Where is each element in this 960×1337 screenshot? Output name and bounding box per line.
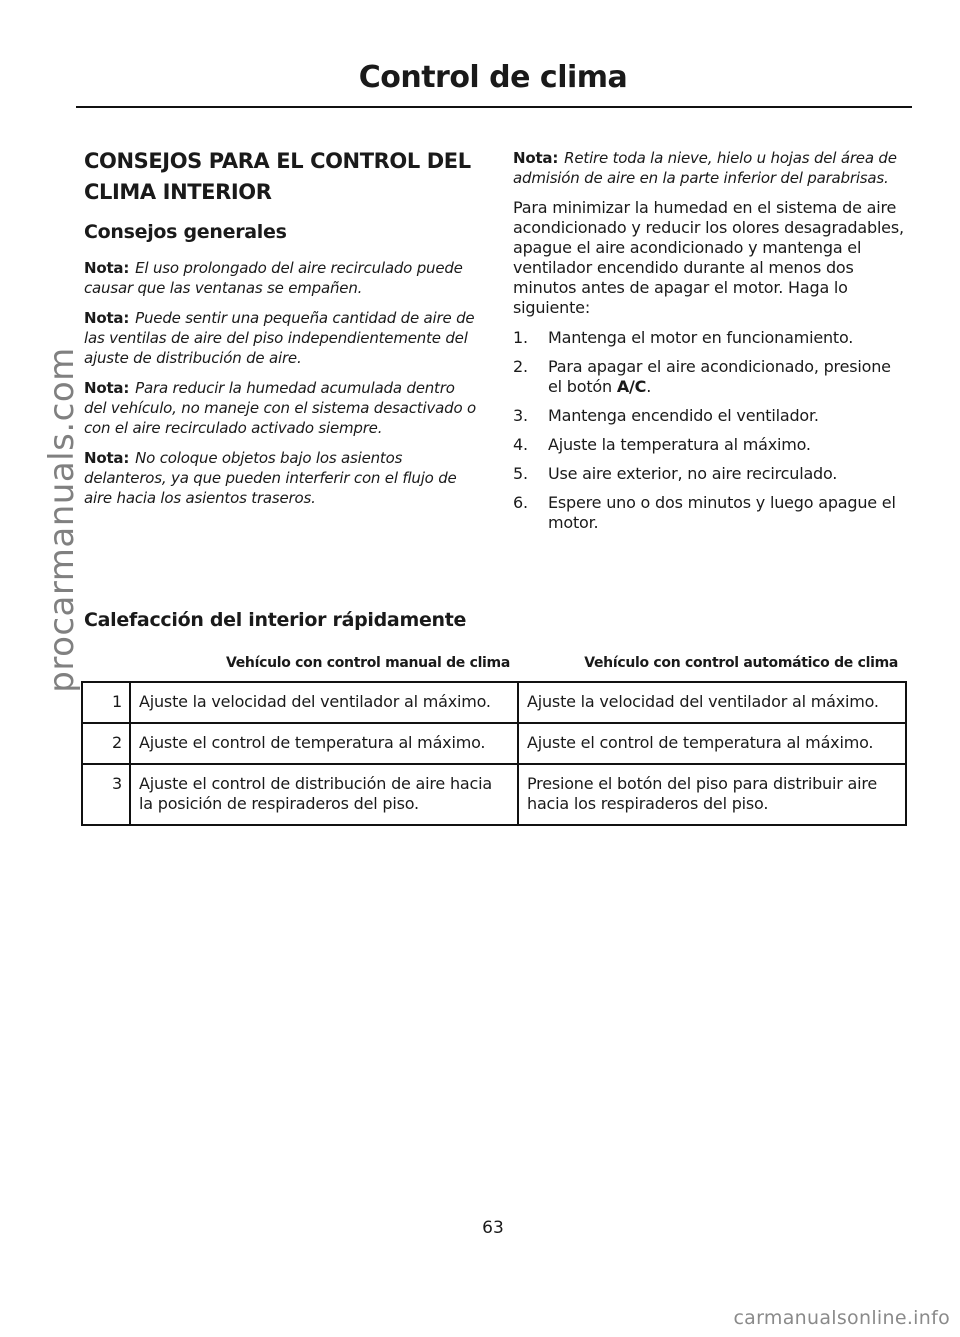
quick-heat-table (81, 643, 907, 826)
left-column (84, 146, 480, 518)
note-3 (84, 378, 480, 438)
table-row (82, 682, 906, 723)
bottom-watermark: carmanualsonline.info (733, 1307, 950, 1329)
note-text: Puede sentir una pequeña cantidad de aire de las ventilas de aire del piso independientemente del ajuste de distribución de aire. (84, 309, 475, 367)
page-number: 63 (482, 1218, 504, 1238)
note-text: No coloque objetos bajo los asientos delanteros, ya que pueden interferir con el flujo de aire hacia los asientos traseros. (84, 449, 457, 507)
step-number: 3. (513, 406, 528, 425)
row-number: 3 (82, 764, 130, 825)
step-number: 5. (513, 464, 528, 483)
step-text: Use aire exterior, no aire recirculado. (548, 464, 838, 483)
step-text: Para apagar el aire acondicionado, presione el botón (548, 357, 891, 396)
list-item (513, 406, 908, 426)
cell-auto: Presione el botón del piso para distribuir aire hacia los respiraderos del piso. (518, 764, 906, 825)
note-text: Retire toda la nieve, hielo u hojas del área de admisión de aire en la parte inferior del parabrisas. (513, 149, 897, 187)
note-label: Nota: (513, 149, 559, 167)
step-number: 2. (513, 357, 528, 376)
step-text: Mantenga encendido el ventilador. (548, 406, 819, 425)
row-number: 2 (82, 723, 130, 764)
note-text: Para reducir la humedad acumulada dentro del vehículo, no maneje con el sistema desactivado o con el aire recirculado activado siempre. (84, 379, 476, 437)
step-number: 1. (513, 328, 528, 347)
step-text: Espere uno o dos minutos y luego apague el motor. (548, 493, 896, 532)
note-label: Nota: (84, 259, 130, 277)
page-header-title: Control de clima (358, 60, 628, 95)
note-4 (84, 448, 480, 508)
step-suffix: . (646, 377, 652, 396)
step-text: Ajuste la temperatura al máximo. (548, 435, 811, 454)
header-divider (76, 106, 912, 108)
cell-auto: Ajuste la velocidad del ventilador al máximo. (518, 682, 906, 723)
table-header-blank (82, 643, 130, 682)
list-item (513, 357, 908, 397)
table-row (82, 723, 906, 764)
list-item (513, 435, 908, 455)
note-label: Nota: (84, 379, 130, 397)
side-watermark: procarmanuals.com (42, 347, 82, 693)
note-1 (84, 258, 480, 298)
table-header-auto: Vehículo con control automático de clima (518, 643, 906, 682)
cell-manual: Ajuste la velocidad del ventilador al máximo. (130, 682, 518, 723)
right-column (513, 148, 908, 542)
steps-list (513, 328, 908, 533)
table-header-manual: Vehículo con control manual de clima (130, 643, 518, 682)
ac-button-label: A/C (616, 377, 647, 396)
section-heading: CONSEJOS PARA EL CONTROL DEL CLIMA INTERIOR (84, 149, 471, 204)
note-label: Nota: (84, 449, 130, 467)
list-item (513, 464, 908, 484)
cell-manual: Ajuste el control de distribución de aire hacia la posición de respiraderos del piso. (130, 764, 518, 825)
note-label: Nota: (84, 309, 130, 327)
step-number: 6. (513, 493, 528, 512)
cell-manual: Ajuste el control de temperatura al máximo. (130, 723, 518, 764)
table-row (82, 764, 906, 825)
list-item (513, 493, 908, 533)
quick-heat-heading: Calefacción del interior rápidamente (84, 609, 467, 631)
list-item (513, 328, 908, 348)
step-text: Mantenga el motor en funcionamiento. (548, 328, 854, 347)
table-header-row (82, 643, 906, 682)
subsection-heading: Consejos generales (84, 221, 287, 243)
intro-paragraph: Para minimizar la humedad en el sistema de aire acondicionado y reducir los olores desagradables, apague el aire acondicionado y mantenga el ventilador encendido durante al menos dos minutos antes de apagar el motor. Haga lo siguiente: (513, 198, 904, 317)
step-number: 4. (513, 435, 528, 454)
note-text: El uso prolongado del aire recirculado puede causar que las ventanas se empañen. (84, 259, 463, 297)
note-intake (513, 148, 908, 188)
row-number: 1 (82, 682, 130, 723)
cell-auto: Ajuste el control de temperatura al máximo. (518, 723, 906, 764)
note-2 (84, 308, 480, 368)
